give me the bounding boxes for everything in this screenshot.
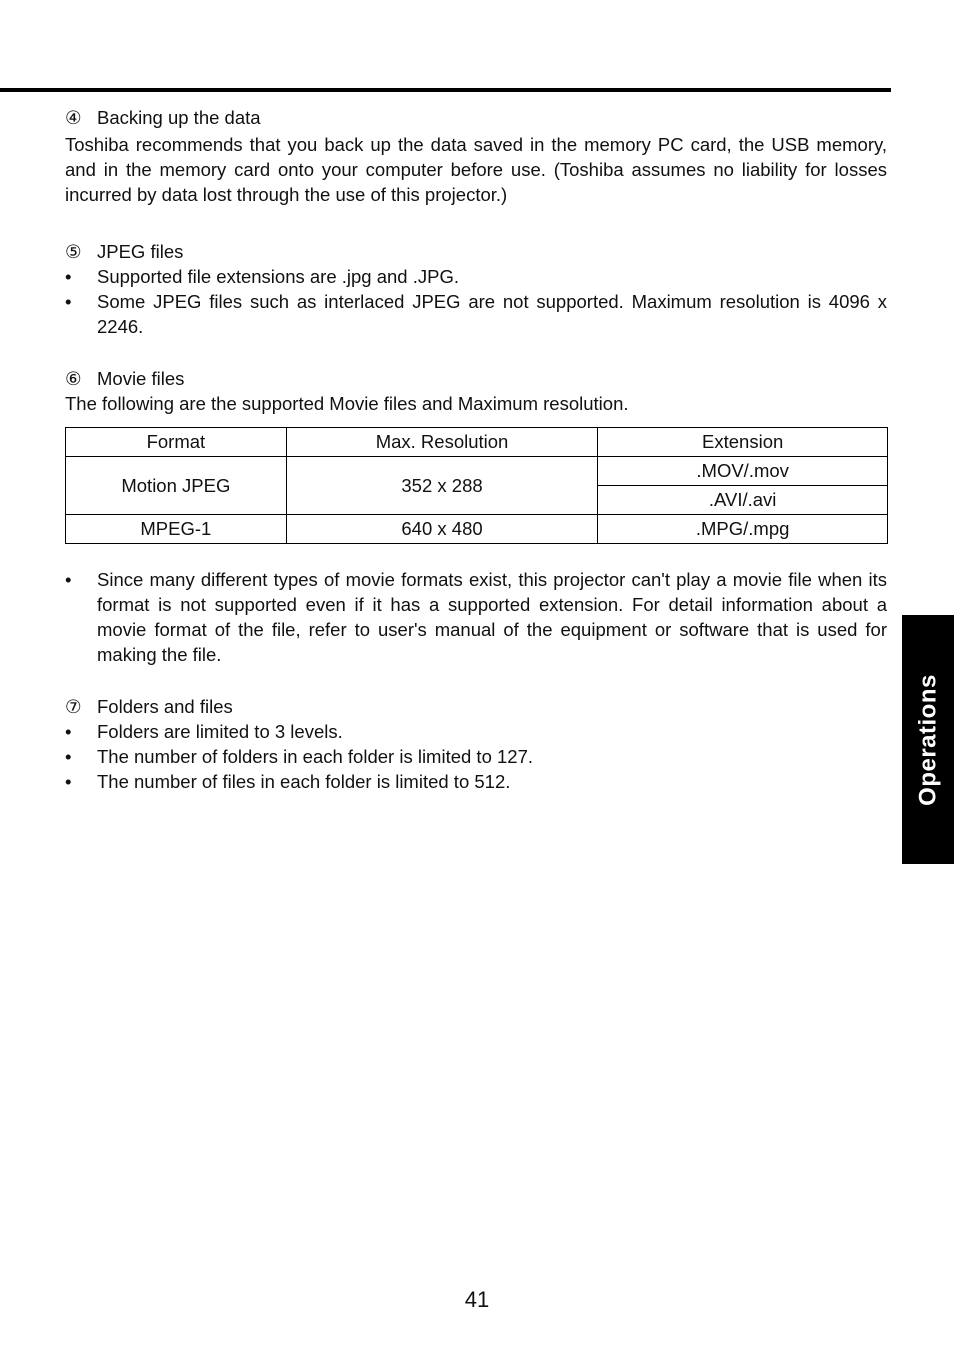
table-cell: MPEG-1 (66, 515, 287, 544)
section-title: Backing up the data (97, 107, 261, 128)
list-item-text: Some JPEG files such as interlaced JPEG are not supported. Maximum resolution is 4096 x 2246. (97, 291, 887, 337)
bullet-icon: • (65, 721, 72, 742)
movie-note-list (65, 567, 887, 667)
jpeg-bullet-list (65, 264, 887, 339)
section-title: JPEG files (97, 241, 184, 262)
table-cell: .MPG/.mpg (598, 515, 888, 544)
section-number: ④ (65, 107, 82, 128)
table-row (66, 515, 888, 544)
list-item (65, 769, 887, 794)
bullet-icon: • (65, 291, 72, 312)
chapter-side-tab-label: Operations (914, 673, 942, 806)
bullet-icon: • (65, 746, 72, 767)
movie-format-table (65, 427, 888, 544)
section-number: ⑤ (65, 241, 82, 262)
table-cell: 352 x 288 (286, 457, 598, 515)
section-jpeg-heading (65, 239, 887, 264)
top-rule (0, 88, 891, 92)
list-item (65, 719, 887, 744)
list-item-text: Supported file extensions are .jpg and .JPG. (97, 266, 459, 287)
table-cell: .AVI/.avi (598, 486, 888, 515)
movie-intro: The following are the supported Movie files and Maximum resolution. (65, 393, 629, 414)
section-title: Movie files (97, 368, 185, 389)
backup-paragraph: Toshiba recommends that you back up the data saved in the memory PC card, the USB memory, and in the memory card onto your computer before use. (Toshiba assumes no liability for losses incurred by data lost through the use of this projector.) (65, 134, 887, 205)
section-folders-heading (65, 694, 887, 719)
table-cell: Motion JPEG (66, 457, 287, 515)
list-item-text: Since many different types of movie formats exist, this projector can't play a movie file when its format is not supported even if it has a supported extension. For detail information about a movie format of the file, refer to user's manual of the equipment or software that is used for making the file. (97, 569, 887, 665)
section-number: ⑥ (65, 368, 82, 389)
table-header-cell: Extension (598, 428, 888, 457)
section-backup-heading (65, 105, 887, 130)
section-title: Folders and files (97, 696, 233, 717)
page-number: 41 (464, 1287, 490, 1312)
table-row (66, 457, 888, 486)
list-item (65, 744, 887, 769)
list-item (65, 264, 887, 289)
bullet-icon: • (65, 569, 72, 590)
bullet-icon: • (65, 266, 72, 287)
list-item-text: The number of files in each folder is limited to 512. (97, 771, 511, 792)
bullet-icon: • (65, 771, 72, 792)
table-header-cell: Max. Resolution (286, 428, 598, 457)
table-cell: .MOV/.mov (598, 457, 888, 486)
list-item (65, 289, 887, 339)
section-movie-heading (65, 366, 887, 391)
table-header-cell: Format (66, 428, 287, 457)
list-item-text: The number of folders in each folder is limited to 127. (97, 746, 534, 767)
chapter-side-tab (902, 615, 954, 864)
list-item (65, 567, 887, 667)
section-number: ⑦ (65, 696, 82, 717)
table-cell: 640 x 480 (286, 515, 598, 544)
folders-bullet-list (65, 719, 887, 794)
list-item-text: Folders are limited to 3 levels. (97, 721, 343, 742)
table-header-row (66, 428, 888, 457)
page-content (65, 105, 887, 794)
